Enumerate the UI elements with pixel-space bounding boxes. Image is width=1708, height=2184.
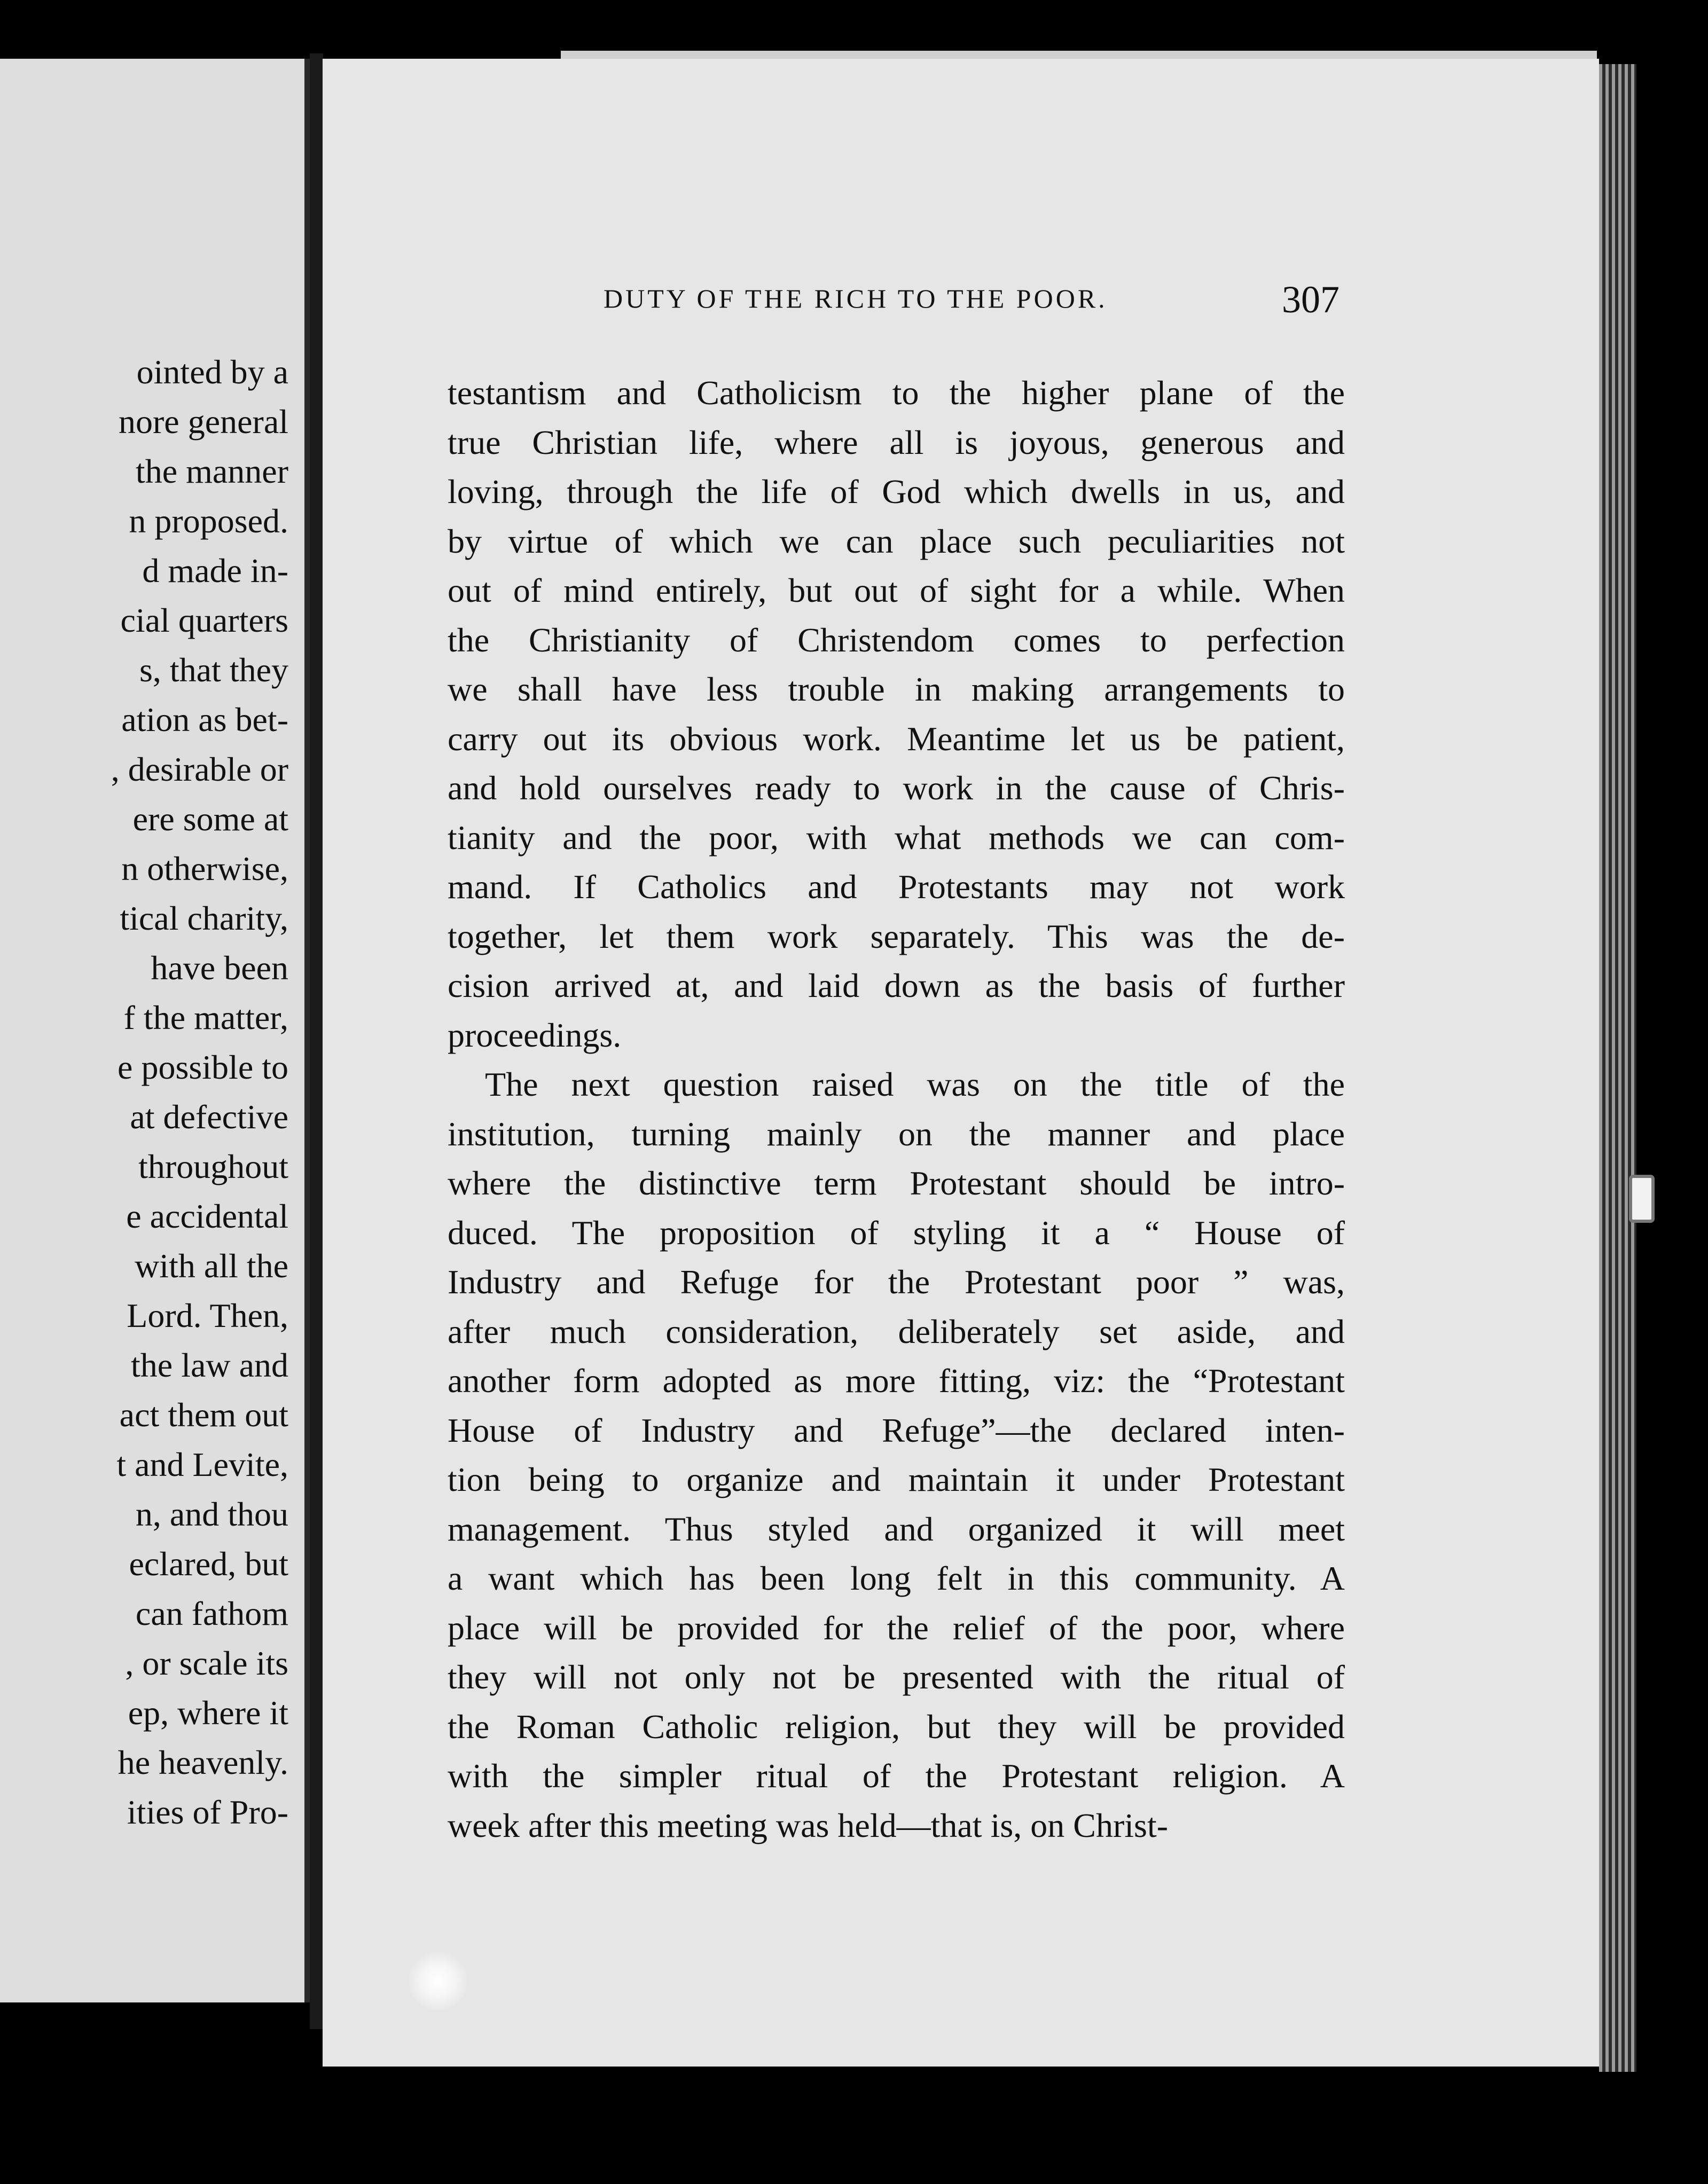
previous-page-line: cial quarters	[120, 601, 288, 639]
text-line: by virtue of which we can place such peculiarities not	[448, 522, 1345, 560]
paragraph	[448, 1060, 1345, 1850]
text-line: tianity and the poor, with what methods we can com-	[448, 818, 1345, 857]
previous-page-line: act them out	[119, 1396, 288, 1434]
text-line: carry out its obvious work. Meantime let us be patient,	[448, 719, 1345, 758]
paragraph	[448, 368, 1345, 1060]
text-line: proceedings.	[448, 1016, 622, 1054]
previous-page-line: n proposed.	[129, 502, 288, 540]
text-line: out of mind entirely, but out of sight for a while. When	[448, 571, 1345, 609]
previous-page-line: he heavenly.	[117, 1743, 288, 1781]
previous-page-line: ep, where it	[128, 1694, 288, 1732]
previous-page-line: t and Levite,	[116, 1445, 288, 1483]
text-line: where the distinctive term Protestant should be intro-	[448, 1164, 1345, 1202]
previous-page-line: ere some at	[132, 800, 288, 838]
previous-page	[0, 59, 310, 2002]
text-line: place will be provided for the relief of the poor, where	[448, 1608, 1345, 1647]
text-line: and hold ourselves ready to work in the cause of Chris-	[448, 769, 1345, 807]
previous-page-line: ointed by a	[136, 353, 288, 391]
text-line: institution, turning mainly on the manner and place	[448, 1114, 1345, 1153]
previous-page-line: s, that they	[139, 651, 288, 689]
bookmark-tab	[1629, 1175, 1655, 1223]
previous-page-text	[0, 347, 288, 1837]
text-line: House of Industry and Refuge”—the declared inten-	[448, 1411, 1345, 1449]
text-line: management. Thus styled and organized it will meet	[448, 1510, 1345, 1548]
previous-page-line: at defective	[130, 1098, 288, 1136]
text-line: another form adopted as more fitting, viz: the “Protestant	[448, 1362, 1345, 1400]
previous-page-line: , or scale its	[125, 1644, 288, 1682]
previous-page-line: the law and	[131, 1346, 288, 1384]
previous-page-line: ities of Pro-	[127, 1793, 288, 1831]
page-stack-edge	[1599, 64, 1636, 2072]
text-line: testantism and Catholicism to the higher plane of the	[448, 374, 1345, 412]
text-line: we shall have less trouble in making arrangements to	[448, 670, 1345, 708]
previous-page-line: Lord. Then,	[127, 1297, 288, 1334]
text-line: The next question raised was on the title of the	[485, 1065, 1345, 1103]
previous-page-line: nore general	[118, 403, 288, 441]
previous-page-line: ation as bet-	[121, 701, 288, 739]
previous-page-line: eclared, but	[129, 1545, 288, 1583]
text-line: Industry and Refuge for the Protestant poor ” was,	[448, 1263, 1345, 1301]
previous-page-line: throughout	[138, 1148, 288, 1185]
page-number: 307	[1282, 278, 1339, 321]
text-line: loving, through the life of God which dwells in us, and	[448, 473, 1345, 510]
text-line: the Roman Catholic religion, but they will be provided	[448, 1707, 1345, 1746]
previous-page-line: with all the	[135, 1247, 288, 1285]
previous-page-line: the manner	[135, 452, 288, 490]
previous-page-line: can fathom	[135, 1594, 288, 1632]
light-glare	[409, 1952, 467, 2010]
text-line: they will not only not be presented with the ritual of	[448, 1658, 1345, 1696]
previous-page-line: f the matter,	[123, 999, 288, 1036]
previous-page-line: e possible to	[117, 1048, 288, 1086]
text-line: cision arrived at, and laid down as the basis of further	[448, 967, 1345, 1004]
text-line: a want which has been long felt in this community. A	[448, 1559, 1345, 1597]
body-text	[448, 368, 1345, 1850]
text-line: true Christian life, where all is joyous, generous and	[448, 423, 1345, 461]
book-gutter	[310, 53, 323, 2029]
text-line: duced. The proposition of styling it a “ House of	[448, 1213, 1345, 1252]
previous-page-line: , desirable or	[111, 750, 288, 788]
previous-page-line: e accidental	[126, 1197, 288, 1235]
text-line: week after this meeting was held—that is, on Christ-	[448, 1806, 1169, 1844]
previous-page-line: n otherwise,	[121, 850, 288, 887]
text-line: after much consideration, deliberately set aside, and	[448, 1312, 1345, 1350]
previous-page-line: d made in-	[142, 552, 288, 590]
text-line: with the simpler ritual of the Protestant religion. A	[448, 1757, 1345, 1795]
text-line: together, let them work separately. This was the de-	[448, 917, 1345, 955]
text-line: the Christianity of Christendom comes to perfection	[448, 620, 1345, 659]
text-line: mand. If Catholics and Protestants may not work	[448, 868, 1345, 906]
previous-page-line: tical charity,	[120, 899, 288, 937]
previous-page-line: n, and thou	[135, 1495, 288, 1533]
previous-page-line: have been	[151, 949, 288, 987]
text-line: tion being to organize and maintain it under Protestant	[448, 1460, 1345, 1498]
running-title: DUTY OF THE RICH TO THE POOR.	[604, 284, 1108, 313]
